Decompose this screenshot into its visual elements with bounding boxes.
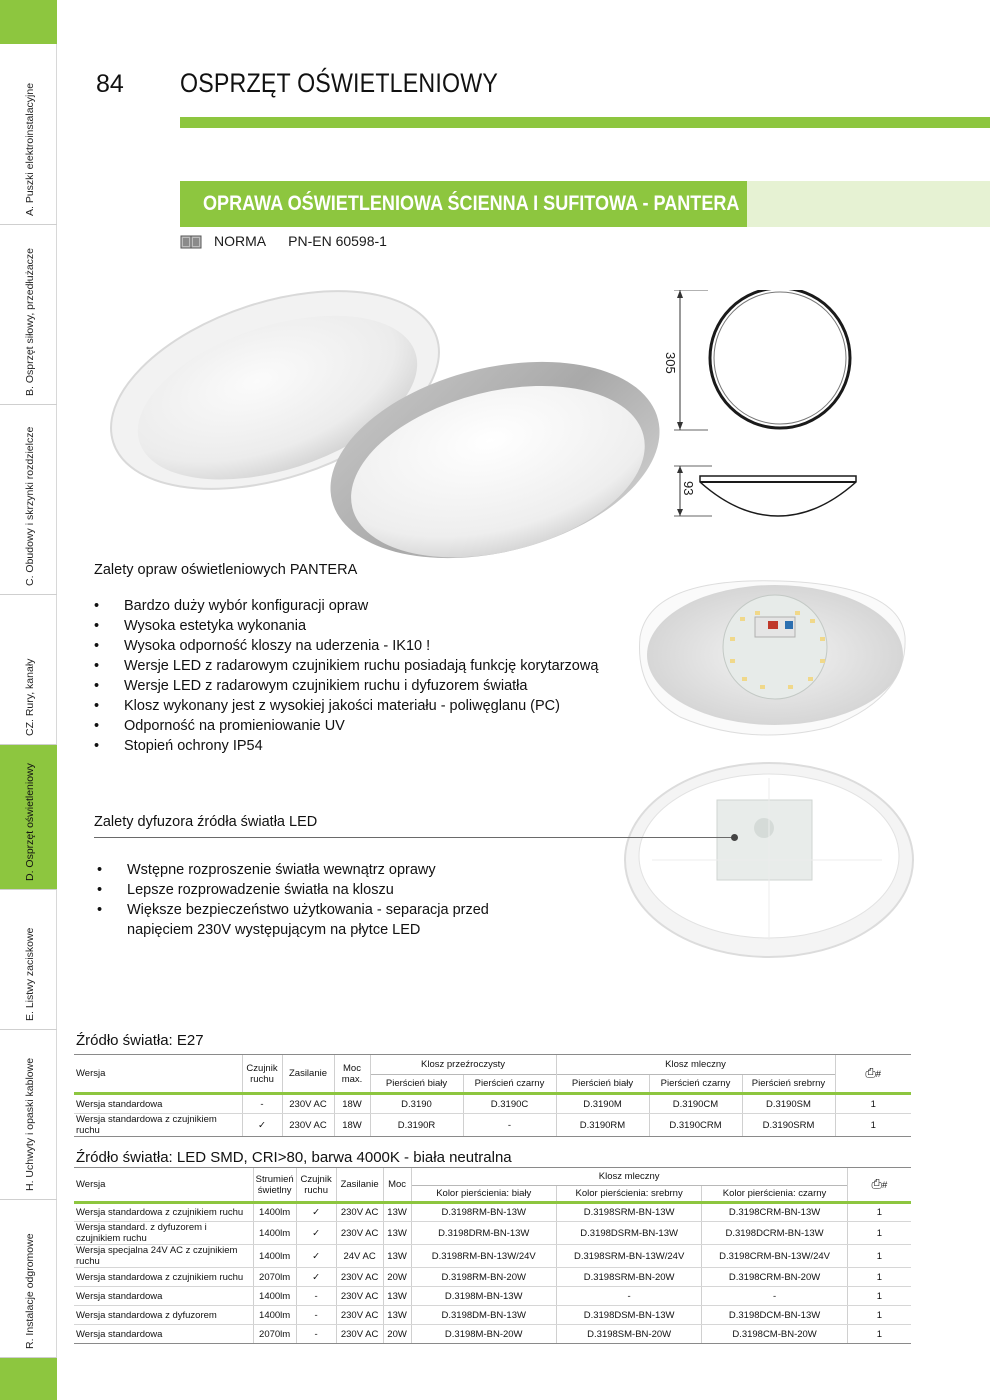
- cell-code: D.3190: [370, 1094, 463, 1114]
- cell-code: D.3190SM: [742, 1094, 835, 1114]
- cell-supply: 230V AC: [282, 1094, 334, 1114]
- pack-symbol: #: [881, 1180, 888, 1191]
- table-led-title: Źródło światła: LED SMD, CRI>80, barwa 4000K - biała neutralna: [76, 1149, 512, 1166]
- cell-code: D.3190M: [556, 1094, 649, 1114]
- cell-supply: 230V AC: [336, 1222, 383, 1245]
- cell-flux: 1400lm: [253, 1245, 296, 1268]
- col-header-power: Moc max.: [334, 1055, 370, 1094]
- cell-flux: 1400lm: [253, 1203, 296, 1222]
- cell-power: 20W: [383, 1268, 411, 1287]
- cell-code: D.3190CRM: [649, 1114, 742, 1137]
- sidebar-tab-label: CZ. Rury, kanały: [24, 658, 36, 736]
- cell-code: D.3198DM-BN-13W: [411, 1306, 556, 1325]
- cell-flux: 1400lm: [253, 1306, 296, 1325]
- cell-power: 13W: [383, 1287, 411, 1306]
- sidebar-tab-d[interactable]: [0, 745, 57, 890]
- col-group-milky: Klosz mleczny: [556, 1055, 835, 1075]
- cell-code: -: [556, 1287, 701, 1306]
- list-item: • Wysoka estetyka wykonania: [94, 616, 634, 636]
- list-item: • Lepsze rozprowadzenie światła na kloszu: [97, 880, 537, 900]
- col-header-ring-white: Kolor pierścienia: biały: [411, 1186, 556, 1203]
- cell-version: Wersja standardowa z czujnikiem ruchu: [74, 1203, 253, 1222]
- list-item: • Bardzo duży wybór konfiguracji opraw: [94, 596, 634, 616]
- sidebar-tab-label: R. Instalacje odgromowe: [24, 1233, 36, 1349]
- col-header-flux: Strumień świetlny: [253, 1168, 296, 1203]
- sidebar-tab-r[interactable]: [0, 1200, 57, 1358]
- page-title: OSPRZĘT OŚWIETLENIOWY: [180, 68, 498, 98]
- pack-symbol: #: [875, 1069, 882, 1080]
- package-icon: ⎙: [871, 1176, 882, 1191]
- list-item: • Wysoka odporność kloszy na uderzenia - IK10 !: [94, 636, 634, 656]
- cell-pack: 1: [847, 1245, 911, 1268]
- cell-code: D.3198DRM-BN-13W: [411, 1222, 556, 1245]
- cell-version: Wersja standardowa: [74, 1287, 253, 1306]
- cell-code: D.3198M-BN-13W: [411, 1287, 556, 1306]
- col-header-sensor: Czujnik ruchu: [242, 1055, 282, 1094]
- cell-pack: 1: [847, 1222, 911, 1245]
- cell-sensor: ✓: [296, 1222, 336, 1245]
- cell-supply: 230V AC: [336, 1287, 383, 1306]
- cell-code: -: [463, 1114, 556, 1137]
- cell-power: 20W: [383, 1325, 411, 1344]
- col-header-supply: Zasilanie: [336, 1168, 383, 1203]
- cell-code: D.3198RM-BN-20W: [411, 1268, 556, 1287]
- col-header-ring-white: Pierścień biały: [370, 1075, 463, 1094]
- list-item: • Klosz wykonany jest z wysokiej jakości materiału - poliwęglanu (PC): [94, 696, 634, 716]
- cell-code: D.3198RM-BN-13W/24V: [411, 1245, 556, 1268]
- cell-power: 13W: [383, 1222, 411, 1245]
- list-item: • Odporność na promieniowanie UV: [94, 716, 634, 736]
- sidebar-tab-label: E. Listwy zaciskowe: [24, 927, 36, 1021]
- cell-supply: 230V AC: [336, 1306, 383, 1325]
- sidebar-tab-label: H. Uchwyty i opaski kablowe: [24, 1057, 36, 1191]
- sidebar-tab-b[interactable]: [0, 225, 57, 405]
- table-row: [74, 1287, 911, 1306]
- col-header-ring-white: Pierścień biały: [556, 1075, 649, 1094]
- cell-code: D.3198DCRM-BN-13W: [702, 1222, 847, 1245]
- cell-pack: 1: [835, 1114, 911, 1137]
- cell-version: Wersja standardowa z czujnikiem ruchu: [74, 1268, 253, 1287]
- table-row: [74, 1268, 911, 1287]
- dimension-height: 93: [681, 481, 696, 496]
- cell-code: D.3190SRM: [742, 1114, 835, 1137]
- list-item: • Wersje LED z radarowym czujnikiem ruchu i dyfuzorem światła: [94, 676, 634, 696]
- table-led-body: [74, 1203, 911, 1344]
- cell-code: D.3198CM-BN-20W: [702, 1325, 847, 1344]
- product-banner-extension: [747, 181, 990, 227]
- diffuser-heading: Zalety dyfuzora źródła światła LED: [94, 814, 318, 830]
- cell-code: D.3198CRM-BN-13W/24V: [702, 1245, 847, 1268]
- sidebar-tab-a[interactable]: [0, 44, 57, 225]
- dimension-diameter: 305: [663, 352, 678, 374]
- cell-code: D.3198M-BN-20W: [411, 1325, 556, 1344]
- leader-dot: [731, 834, 738, 841]
- table-row: [74, 1325, 911, 1344]
- col-header-sensor: Czujnik ruchu: [296, 1168, 336, 1203]
- norm-label: NORMA: [214, 233, 267, 249]
- col-header-pack: [835, 1055, 911, 1094]
- table-row: [74, 1114, 911, 1137]
- cell-power: 13W: [383, 1245, 411, 1268]
- cell-supply: 230V AC: [336, 1325, 383, 1344]
- cell-sensor: -: [242, 1094, 282, 1114]
- cell-code: D.3198SRM-BN-13W: [556, 1203, 701, 1222]
- technical-drawing: [668, 290, 868, 520]
- cell-version: Wersja standardowa z dyfuzorem: [74, 1306, 253, 1325]
- cell-pack: 1: [835, 1094, 911, 1114]
- cell-code: D.3190RM: [556, 1114, 649, 1137]
- table-e27: [74, 1054, 911, 1137]
- cell-sensor: ✓: [242, 1114, 282, 1137]
- package-icon: ⎙: [865, 1065, 876, 1080]
- cell-pack: 1: [847, 1287, 911, 1306]
- list-item: • Wstępne rozproszenie światła wewnątrz oprawy: [97, 860, 537, 880]
- cell-code: D.3198SM-BN-20W: [556, 1325, 701, 1344]
- diffuser-leader-line: [94, 837, 734, 838]
- cell-flux: 1400lm: [253, 1222, 296, 1245]
- cell-code: D.3198SRM-BN-20W: [556, 1268, 701, 1287]
- sidebar-tab-label: B. Osprzęt siłowy, przedłużacze: [24, 247, 36, 396]
- title-underline-bar: [180, 117, 990, 128]
- list-item: • Większe bezpieczeństwo użytkowania - separacja przed napięciem 230V występującym na płytce LED: [97, 900, 537, 940]
- sidebar-bottom-block: [0, 1358, 57, 1400]
- cell-code: D.3198CRM-BN-20W: [702, 1268, 847, 1287]
- table-row: [74, 1222, 911, 1245]
- cell-pack: 1: [847, 1203, 911, 1222]
- cell-sensor: ✓: [296, 1245, 336, 1268]
- diffuser-list: [97, 860, 537, 940]
- cell-code: D.3198DSRM-BN-13W: [556, 1222, 701, 1245]
- norm-value: PN-EN 60598-1: [288, 233, 387, 249]
- cell-code: D.3190CM: [649, 1094, 742, 1114]
- table-row: [74, 1245, 911, 1268]
- cell-code: D.3190R: [370, 1114, 463, 1137]
- advantages-heading: Zalety opraw oświetleniowych PANTERA: [94, 562, 358, 578]
- cell-power: 18W: [334, 1114, 370, 1137]
- cell-sensor: ✓: [296, 1203, 336, 1222]
- col-header-ring-black: Kolor pierścienia: czarny: [702, 1186, 847, 1203]
- cell-flux: 2070lm: [253, 1268, 296, 1287]
- col-header-supply: Zasilanie: [282, 1055, 334, 1094]
- cell-flux: 2070lm: [253, 1325, 296, 1344]
- col-group-milky: Klosz mleczny: [411, 1168, 847, 1186]
- diffuser-photo: [622, 760, 917, 960]
- col-header-ring-black: Pierścień czarny: [649, 1075, 742, 1094]
- list-item: • Wersje LED z radarowym czujnikiem ruchu posiadają funkcję korytarzową: [94, 656, 634, 676]
- sidebar-tab-c[interactable]: [0, 405, 57, 595]
- table-led: [74, 1167, 911, 1344]
- sidebar-top-block: [0, 0, 57, 44]
- list-item: • Stopień ochrony IP54: [94, 736, 634, 756]
- cell-code: D.3198CRM-BN-13W: [702, 1203, 847, 1222]
- cell-code: D.3198DSM-BN-13W: [556, 1306, 701, 1325]
- product-photo-lamps: [95, 280, 665, 580]
- book-icon: [180, 234, 202, 249]
- sidebar-tab-e[interactable]: [0, 890, 57, 1030]
- cell-supply: 230V AC: [336, 1268, 383, 1287]
- sidebar-tab-label: A. Puszki elektroinstalacyjne: [24, 82, 36, 216]
- cell-sensor: -: [296, 1306, 336, 1325]
- cell-code: D.3198DCM-BN-13W: [702, 1306, 847, 1325]
- cell-version: Wersja specjalna 24V AC z czujnikiem ruchu: [74, 1245, 253, 1268]
- table-row: [74, 1203, 911, 1222]
- page-number: 84: [96, 70, 124, 98]
- table-e27-title: Źródło światła: E27: [76, 1032, 204, 1049]
- section-sidebar: [0, 0, 57, 1400]
- cell-version: Wersja standardowa: [74, 1325, 253, 1344]
- cell-supply: 24V AC: [336, 1245, 383, 1268]
- product-title: OPRAWA OŚWIETLENIOWA ŚCIENNA I SUFITOWA - PANTERA: [203, 192, 740, 215]
- cell-pack: 1: [847, 1325, 911, 1344]
- cell-flux: 1400lm: [253, 1287, 296, 1306]
- sidebar-tab-label: D. Osprzęt oświetleniowy: [24, 763, 36, 881]
- col-header-version: Wersja: [74, 1168, 253, 1203]
- col-header-ring-silver: Pierścień srebrny: [742, 1075, 835, 1094]
- cell-version: Wersja standardowa z czujnikiem ruchu: [74, 1114, 242, 1137]
- col-group-clear: Klosz przeźroczysty: [370, 1055, 556, 1075]
- cell-sensor: -: [296, 1287, 336, 1306]
- col-header-ring-black: Pierścień czarny: [463, 1075, 556, 1094]
- cell-sensor: -: [296, 1325, 336, 1344]
- cell-pack: 1: [847, 1268, 911, 1287]
- cell-supply: 230V AC: [336, 1203, 383, 1222]
- cell-code: D.3198SRM-BN-13W/24V: [556, 1245, 701, 1268]
- cell-version: Wersja standard. z dyfuzorem i czujnikiem ruchu: [74, 1222, 253, 1245]
- sidebar-tab-h[interactable]: [0, 1030, 57, 1200]
- sidebar-tab-cz[interactable]: [0, 595, 57, 745]
- cell-code: -: [702, 1287, 847, 1306]
- cell-power: 18W: [334, 1094, 370, 1114]
- cell-sensor: ✓: [296, 1268, 336, 1287]
- cell-version: Wersja standardowa: [74, 1094, 242, 1114]
- col-header-version: Wersja: [74, 1055, 242, 1094]
- norm-row: [180, 232, 387, 250]
- cell-code: D.3198RM-BN-13W: [411, 1203, 556, 1222]
- table-row: [74, 1306, 911, 1325]
- sidebar-tab-label: C. Obudowy i skrzynki rozdzielcze: [24, 426, 36, 586]
- table-row: [74, 1094, 911, 1114]
- cell-pack: 1: [847, 1306, 911, 1325]
- advantages-list: [94, 596, 634, 756]
- led-module-photo: [630, 577, 910, 742]
- cell-supply: 230V AC: [282, 1114, 334, 1137]
- cell-power: 13W: [383, 1306, 411, 1325]
- cell-power: 13W: [383, 1203, 411, 1222]
- cell-code: D.3190C: [463, 1094, 556, 1114]
- col-header-ring-silver: Kolor pierścienia: srebrny: [556, 1186, 701, 1203]
- col-header-power: Moc: [383, 1168, 411, 1203]
- col-header-pack: [847, 1168, 911, 1203]
